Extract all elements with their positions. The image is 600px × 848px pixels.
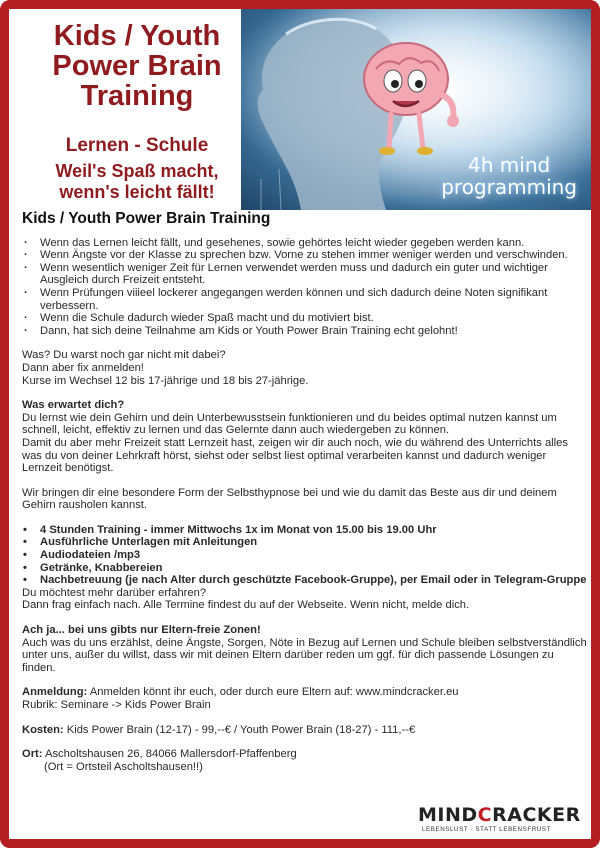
- list-item: · Wenn das Lernen leicht fällt, und gesehenes, sowie gehörtes leicht wieder gegeben werden kann.: [22, 237, 588, 250]
- main-content: [22, 210, 588, 773]
- expect-heading: Was erwartet dich?: [22, 399, 125, 412]
- invite-line: Dann aber fix anmelden!: [22, 361, 144, 374]
- hero-caption: [441, 154, 577, 198]
- hero-caption-line: 4h mind: [468, 153, 551, 177]
- tagline-line: Weil's Spaß macht,: [55, 161, 219, 181]
- benefit-list: [22, 237, 588, 338]
- more-info-line: Du möchtest mehr darüber erfahren?: [22, 586, 207, 599]
- place-label: Ort:: [22, 748, 43, 761]
- header-banner: [9, 9, 591, 210]
- page-title: [19, 21, 255, 111]
- parents-paragraph: Auch was du uns erzählst, deine Ängste, Sorgen, Nöte in Bezug auf Lernen und Schule bleiben selbstverständlich unter uns, außer du willst, dass wir mit deinen Eltern darüber reden um ggf. für dich passende Lösungen zu finden.: [22, 636, 587, 674]
- list-item: • Ausführliche Unterlagen mit Anleitungen: [22, 536, 588, 549]
- list-item: · Wenn die Schule dadurch wieder Spaß macht und du motiviert bist.: [22, 312, 588, 325]
- list-item: · Dann, hat sich deine Teilnahme am Kids or Youth Power Brain Training echt gelohnt!: [22, 325, 588, 338]
- content-heading: Kids / Youth Power Brain Training: [22, 210, 271, 227]
- signup-label: Anmeldung:: [22, 686, 88, 699]
- title-line: Training: [80, 80, 194, 112]
- list-item: • Audiodateien /mp3: [22, 549, 588, 562]
- hero-image: [241, 9, 591, 210]
- place-text: Ascholtshausen 26, 84066 Mallersdorf-Pfaffenberg: [42, 748, 297, 761]
- hero-caption-line: programming: [441, 175, 577, 199]
- expect-paragraph: Du lernst wie dein Gehirn und dein Unterbewusstsein funktionieren und du beides optimal nutzen kannst um schnell, leicht, effektiv zu lernen und das Gelernte dann auch wiedergeben zu können.: [22, 411, 557, 437]
- feature-list: [22, 524, 588, 587]
- tagline-line: wenn's leicht fällt!: [59, 182, 215, 202]
- list-item: · Wenn wesentlich weniger Zeit für Lernen verwendet werden muss und dadurch ein guter und wichtiger Ausgleich durch Freizeit entsteht.: [22, 262, 588, 287]
- parents-heading: Ach ja... bei uns gibts nur Eltern-freie Zonen!: [22, 624, 261, 637]
- invite-line: Was? Du warst noch gar nicht mit dabei?: [22, 349, 226, 362]
- list-item: · Wenn Ängste vor der Klasse zu sprechen bzw. Vorne zu stehen immer weniger werden und verschwinden.: [22, 249, 588, 262]
- logo-tagline: LEBENSLUST · STATT LEBENSFRUST: [422, 826, 551, 833]
- more-info-line: Dann frag einfach nach. Alle Termine findest du auf der Webseite. Wenn nicht, melde dich.: [22, 599, 470, 612]
- logo-wordmark: MINDCRACKER: [418, 804, 581, 826]
- mindcracker-logo: [418, 800, 588, 836]
- cost-line: [22, 724, 588, 737]
- expect-paragraph: Wir bringen dir eine besondere Form der Selbsthypnose bei und wie du damit das Beste aus dir und deinem Gehirn rausholen kannst.: [22, 486, 557, 512]
- signup-line: [22, 686, 588, 699]
- title-line: Kids / Youth: [53, 20, 221, 52]
- tagline: [19, 161, 255, 203]
- signup-text: Anmelden könnt ihr euch, oder durch eure Eltern auf: www.mindcracker.eu: [87, 686, 459, 699]
- list-item: • 4 Stunden Training - immer Mittwochs 1x im Monat von 15.00 bis 19.00 Uhr: [22, 524, 588, 537]
- signup-category: Rubrik: Seminare -> Kids Power Brain: [22, 699, 211, 711]
- cost-text: Kids Power Brain (12-17) - 99,--€ / Youth Power Brain (18-27) - 111,--€: [63, 723, 416, 736]
- list-item: • Getränke, Knabbereien: [22, 562, 588, 575]
- place-note: (Ort = Ortsteil Ascholtshausen!!): [44, 760, 203, 773]
- title-line: Power Brain: [52, 50, 222, 82]
- subtitle: Lernen - Schule: [65, 135, 209, 156]
- list-item: · Wenn Prüfungen viiieel lockerer angegangen werden können und sich dadurch deine Noten signifikant verbessern.: [22, 287, 588, 312]
- list-item: • Nachbetreuung (je nach Alter durch geschützte Facebook-Gruppe), per Email oder in Telegram-Gruppe: [22, 574, 588, 587]
- invite-line: Kurse im Wechsel 12 bis 17-jährige und 18 bis 27-jährige.: [22, 374, 309, 387]
- expect-paragraph: Damit du aber mehr Freizeit statt Lernzeit hast, zeigen wir dir auch noch, wie du während des Unterrichts alles was du von deiner Lehrkraft hörst, siehst oder selbst liest optimal verarbeiten kannst und dadurch weniger Lernzeit benötigst.: [22, 436, 568, 475]
- place-line: [22, 748, 588, 761]
- cost-label: Kosten:: [22, 723, 64, 736]
